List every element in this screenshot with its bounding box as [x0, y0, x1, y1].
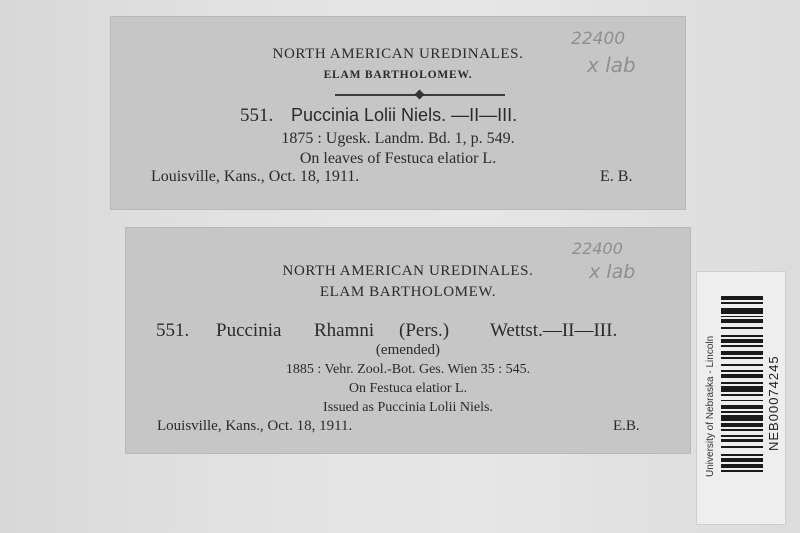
institution-name: University of Nebraska - Lincoln — [705, 335, 716, 477]
catalog-number: NEB00074245 — [766, 355, 781, 451]
taxon-author-stage: Wettst.—II—III. — [490, 320, 618, 341]
taxon-name: Puccinia Lolii Niels. —II—III. — [291, 105, 518, 125]
label-header: NORTH AMERICAN UREDINALES. — [272, 46, 524, 62]
taxon-species: Rhamni — [314, 320, 375, 341]
specimen-number: 551. — [156, 320, 190, 341]
host-description: On Festuca elatior L. — [348, 381, 468, 396]
pencil-accession-number: 22400 — [572, 239, 623, 258]
issued-as-note: Issued as Puccinia Lolii Niels. — [323, 400, 493, 415]
pencil-note: x lab — [589, 261, 636, 283]
pencil-accession-number: 22400 — [571, 29, 626, 49]
locality-date: Louisville, Kans., Oct. 18, 1911. — [157, 418, 353, 434]
taxon-genus: Puccinia — [216, 320, 282, 341]
collector-initials: E. B. — [600, 168, 633, 185]
collector-initials: E.B. — [613, 418, 640, 434]
collector-name: ELAM BARTHOLOMEW. — [323, 69, 473, 81]
ornament-divider — [335, 91, 505, 99]
specimen-label-bottom — [126, 228, 690, 453]
specimen-number: 551. — [240, 105, 274, 126]
taxon-author: (Pers.) — [399, 320, 450, 341]
citation: 1875 : Ugesk. Landm. Bd. 1, p. 549. — [281, 130, 515, 147]
specimen-label-top — [111, 17, 685, 209]
emended-note: (emended) — [375, 342, 441, 358]
collector-name: ELAM BARTHOLOMEW. — [319, 284, 497, 300]
host-description: On leaves of Festuca elatior L. — [299, 150, 497, 167]
locality-date: Louisville, Kans., Oct. 18, 1911. — [151, 168, 360, 185]
pencil-note: x lab — [587, 53, 636, 77]
label-header: NORTH AMERICAN UREDINALES. — [282, 263, 534, 279]
barcode-image — [721, 296, 763, 476]
citation: 1885 : Vehr. Zool.-Bot. Ges. Wien 35 : 545. — [285, 362, 531, 377]
